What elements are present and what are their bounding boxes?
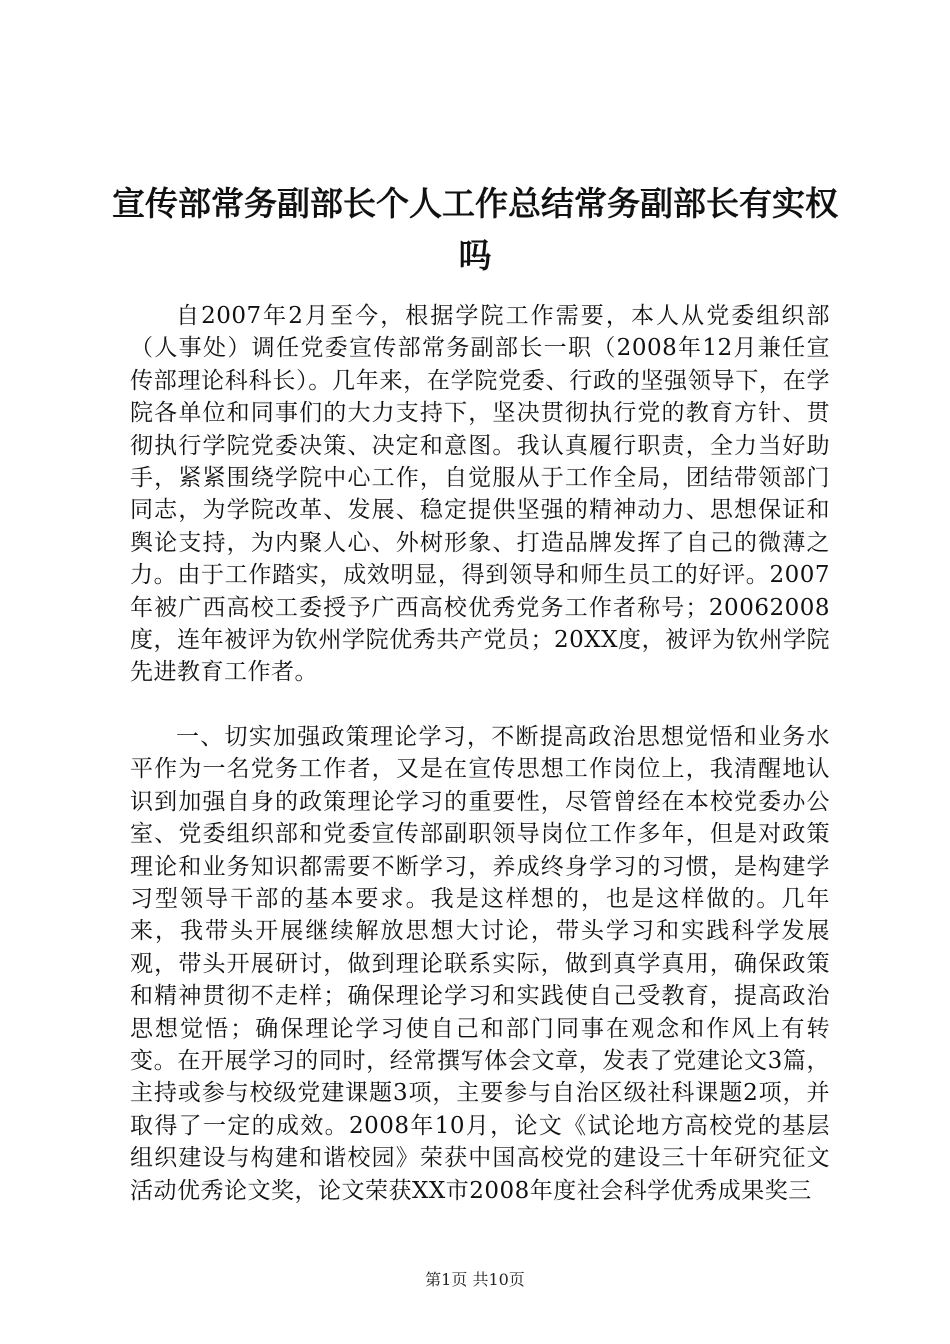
body-paragraph: 一、切实加强政策理论学习，不断提高政治思想觉悟和业务水平作为一名党务工作者，又是在宣传思想工作岗位上，我清醒地认识到加强自身的政策理论学习的重要性，尽管曾经在本校党委办公室、党委组织部和党委宣传部副职领导岗位工作多年，但是对政策理论和业务知识都需要不断学习，养成终身学习的习惯，是构建学习型领导干部的基本要求。我是这样想的，也是这样做的。几年来，我带头开展继续解放思想大讨论，带头学习和实践科学发展观，带头开展研讨，做到理论联系实际，做到真学真用，确保政策和精神贯彻不走样；确保理论学习和实践使自己受教育，提高政治思想觉悟；确保理论学习使自己和部门同事在观念和作风上有转变。在开展学习的同时，经常撰写体会文章，发表了党建论文3篇，主持或参与校级党建课题3项，主要参与自治区级社科课题2项，并取得了一定的成效。2008年10月，论文《试论地方高校党的基层组织建设与构建和谐校园》荣获中国高校党的建设三十年研究征文活动优秀论文奖，论文荣获XX市2008年度社会科学优秀成果奖三 <box>130 723 830 1204</box>
document-title: 宣传部常务副部长个人工作总结常务副部长有实权吗 <box>112 184 838 275</box>
body-paragraph: 自2007年2月至今，根据学院工作需要，本人从党委组织部（人事处）调任党委宣传部常务副部长一职（2008年12月兼任宣传部理论科科长）。几年来，在学院党委、行政的坚强领导下，在学院各单位和同事们的大力支持下，坚决贯彻执行党的教育方针、贯彻执行学院党委决策、决定和意图。我认真履行职责，全力当好助手，紧紧围绕学院中心工作，自觉服从于工作全局，团结带领部门同志，为学院改革、发展、稳定提供坚强的精神动力、思想保证和舆论支持，为内聚人心、外树形象、打造品牌发挥了自己的微薄之力。由于工作踏实，成效明显，得到领导和师生员工的好评。2007年被广西高校工委授予广西高校优秀党务工作者称号；20062008度，连年被评为钦州学院优秀共产党员；20XX度，被评为钦州学院先进教育工作者。 <box>130 303 830 686</box>
document-body <box>130 300 830 1207</box>
page-number-footer: 第1页 共10页 <box>425 1270 525 1289</box>
